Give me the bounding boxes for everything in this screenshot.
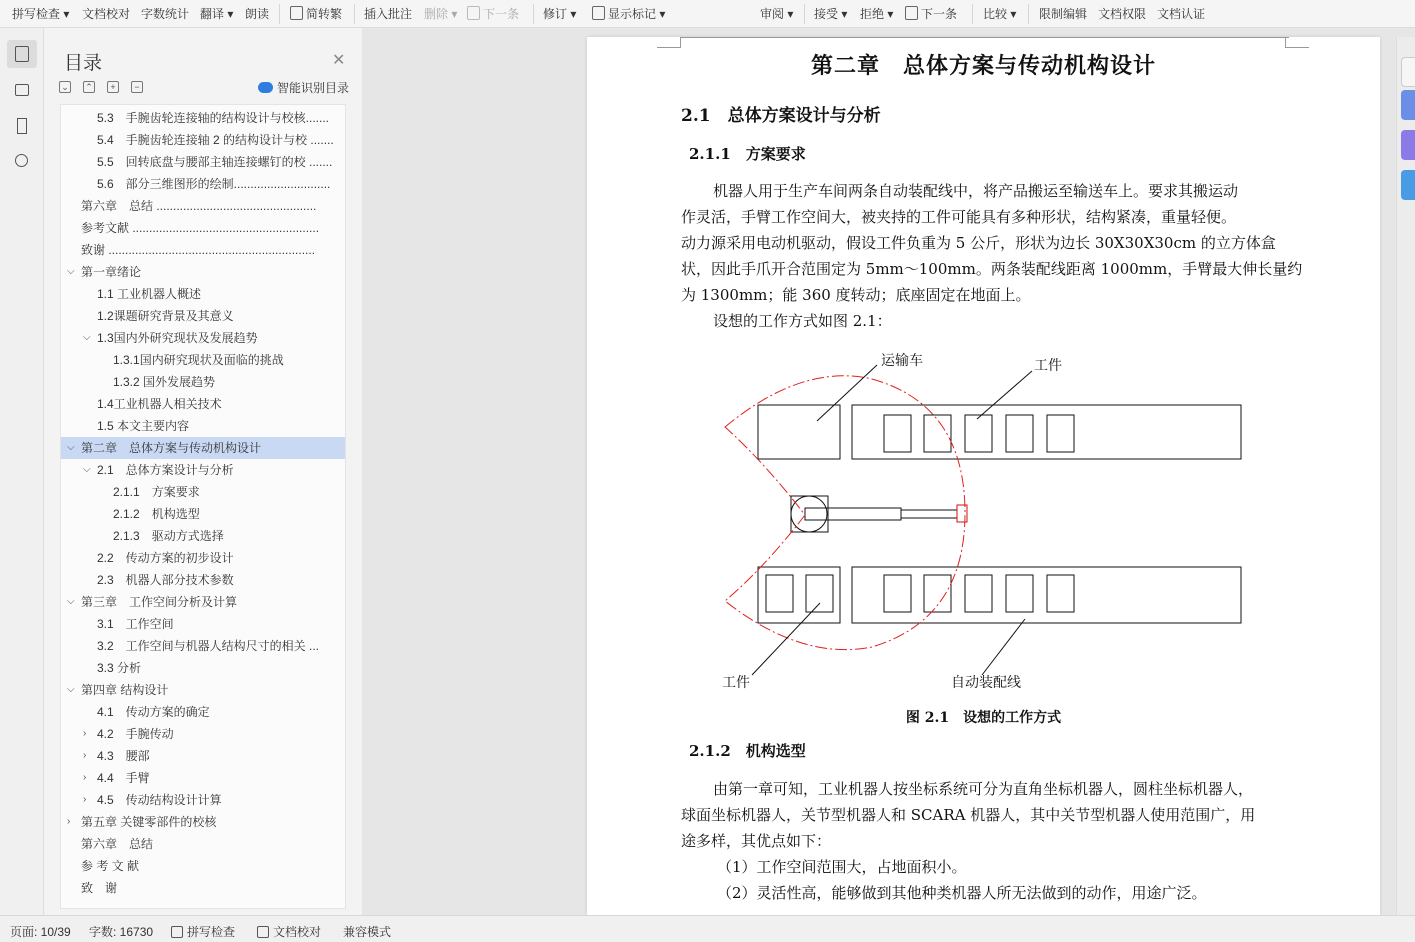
word-count[interactable]: 字数: 16730 <box>89 925 154 939</box>
toc-item-label: 第四章 结构设计 <box>81 683 169 697</box>
leader-line <box>817 365 877 421</box>
chevron-right-icon[interactable]: › <box>83 772 87 783</box>
status-spellcheck[interactable]: 拼写检查 <box>171 923 235 940</box>
toc-item[interactable] <box>61 525 346 547</box>
label-workpiece-top: 工件 <box>1034 358 1062 374</box>
workpiece-box <box>884 575 911 612</box>
review-toolbar <box>0 0 1415 28</box>
toc-item[interactable] <box>61 569 346 591</box>
toolbar-divider <box>354 4 355 24</box>
smart-toc-button[interactable]: 智能识别目录 <box>258 79 349 96</box>
toc-item-label: 2.2 传动方案的初步设计 <box>97 551 234 565</box>
side-collapse-icon[interactable] <box>1401 57 1415 87</box>
side-tool-icon[interactable] <box>1401 130 1415 160</box>
toc-item-label: 3.3 分析 <box>97 661 142 675</box>
folder-icon <box>15 84 29 96</box>
compat-mode: 兼容模式 <box>343 925 392 939</box>
list-item: （2）灵活性高，能够做到其他种类机器人所无法做到的动作，用途广泛。 <box>717 884 1207 902</box>
paragraph-line: 机器人用于生产车间两条自动装配线中，将产品搬运至输送车上。要求其搬运动 <box>713 182 1239 200</box>
toc-item-label: 第五章 关键零部件的校核 <box>81 815 217 829</box>
workpiece-box <box>884 415 911 452</box>
toc-item-label: 第二章 总体方案与传动机构设计 <box>81 441 262 455</box>
document-outline-icon <box>15 46 29 62</box>
toc-item-label: 5.4 手腕齿轮连接轴 2 的结构设计与校 ....... <box>97 133 334 147</box>
toc-item-label: 1.2课题研究背景及其意义 <box>97 309 234 323</box>
paragraph-line: 由第一章可知，工业机器人按坐标系统可分为直角坐标机器人，圆柱坐标机器人， <box>713 780 1254 798</box>
workspace-figure <box>707 343 1247 693</box>
toc-item-label: 参考文献 ........................................................ <box>81 221 320 235</box>
simp-trad-button[interactable]: 简转繁 <box>290 5 342 22</box>
wordcount-button[interactable]: 字数统计 <box>141 7 190 21</box>
chevron-right-icon[interactable]: › <box>83 794 87 805</box>
document-page <box>587 37 1380 915</box>
navigation-button[interactable] <box>7 76 37 104</box>
chevron-down-icon[interactable]: ⌵ <box>83 332 91 343</box>
proofread-icon <box>257 926 269 938</box>
toc-item[interactable] <box>61 327 346 349</box>
workpiece-box <box>965 575 992 612</box>
paragraph-line: 作灵活，手臂工作空间大，被夹持的工件可能具有多种形状，结构紧凑，重量轻便。 <box>681 208 1237 226</box>
toc-item-label: 1.1 工业机器人概述 <box>97 287 202 301</box>
remove-heading-icon[interactable]: − <box>131 81 143 93</box>
close-icon[interactable]: ✕ <box>332 52 346 69</box>
toc-item-label: 2.1 总体方案设计与分析 <box>97 463 234 477</box>
toc-item-label: 2.1.1 方案要求 <box>113 485 200 499</box>
toc-item[interactable] <box>61 789 346 811</box>
toc-item[interactable] <box>61 173 346 195</box>
spellcheck-menu[interactable]: 拼写检查 ▾ <box>12 7 70 21</box>
toc-item-label: 1.5 本文主要内容 <box>97 419 190 433</box>
workpiece-box <box>924 575 951 612</box>
workpiece-box <box>1047 575 1074 612</box>
leader-line <box>982 619 1025 675</box>
margin-mark <box>681 37 1289 38</box>
chevron-down-icon[interactable]: ⌵ <box>67 266 75 277</box>
label-assembly-line: 自动装配线 <box>951 675 1021 691</box>
label-workpiece-bottom: 工件 <box>722 675 750 691</box>
toc-item[interactable] <box>61 129 346 151</box>
toc-item[interactable] <box>61 855 346 877</box>
toc-item[interactable] <box>61 283 346 305</box>
status-bar <box>0 915 1415 942</box>
toc-item-label: 4.2 手腕传动 <box>97 727 174 741</box>
expand-up-icon[interactable]: ⌃ <box>83 81 95 93</box>
side-tool-icon[interactable] <box>1401 170 1415 200</box>
robot-arm <box>805 508 901 520</box>
right-side-panel <box>1396 37 1415 915</box>
robot-gripper <box>957 505 967 522</box>
toc-item[interactable] <box>61 547 346 569</box>
workspace-boundary <box>725 376 965 650</box>
toc-item[interactable] <box>61 371 346 393</box>
toc-item-label: 5.5 回转底盘与腰部主轴连接螺钉的校 ....... <box>97 155 333 169</box>
leader-line <box>977 371 1032 419</box>
toc-item[interactable] <box>61 415 346 437</box>
toc-item-label: 4.4 手臂 <box>97 771 150 785</box>
chevron-right-icon[interactable]: › <box>83 728 87 739</box>
next-icon <box>467 6 480 20</box>
page-indicator[interactable]: 页面: 10/39 <box>10 925 71 939</box>
markup-icon <box>592 6 605 20</box>
margin-mark <box>1285 47 1309 48</box>
subsection-title-1: 2.1.1 方案要求 <box>689 145 806 163</box>
toc-item[interactable] <box>61 239 346 261</box>
toc-item[interactable] <box>61 481 346 503</box>
show-markup-menu[interactable]: 显示标记 ▾ <box>592 5 665 22</box>
toc-item-label: 4.1 传动方案的确定 <box>97 705 210 719</box>
toc-item[interactable] <box>61 459 346 481</box>
toc-item-label: 2.3 机器人部分技术参数 <box>97 573 234 587</box>
toc-item-label: 1.3国内外研究现状及发展趋势 <box>97 331 258 345</box>
toc-panel-button[interactable] <box>7 40 37 68</box>
toolbar-divider <box>804 4 805 24</box>
paragraph-line: 设想的工作方式如图 2.1： <box>713 312 892 330</box>
margin-mark <box>1285 37 1286 47</box>
toc-item[interactable] <box>61 745 346 767</box>
toc-item-label: 3.2 工作空间与机器人结构尺寸的相关 ... <box>97 639 320 653</box>
toc-item-label: 5.6 部分三维图形的绘制............................. <box>97 177 331 191</box>
toc-item[interactable] <box>61 393 346 415</box>
toc-item[interactable] <box>61 261 346 283</box>
search-icon <box>15 154 28 167</box>
read-aloud-button[interactable]: 朗读 <box>245 7 270 21</box>
toc-item[interactable] <box>61 635 346 657</box>
restrict-edit-button[interactable]: 限制编辑 <box>1039 7 1088 21</box>
left-rail <box>0 28 44 915</box>
toc-item-label: 5.3 手腕齿轮连接轴的结构设计与校核....... <box>97 111 330 125</box>
robot-forearm <box>901 510 957 518</box>
toc-title: 目录 <box>64 53 103 74</box>
chevron-right-icon[interactable]: › <box>83 750 87 761</box>
next-comment-button[interactable]: 下一条 <box>467 5 519 22</box>
toc-item[interactable] <box>61 217 346 239</box>
toc-item[interactable] <box>61 833 346 855</box>
toc-item[interactable] <box>61 437 346 459</box>
toc-item[interactable] <box>61 591 346 613</box>
chevron-down-icon[interactable]: ⌵ <box>67 596 75 607</box>
toc-item[interactable] <box>61 195 346 217</box>
toc-item-label: 致 谢 <box>81 881 118 895</box>
paragraph-line: 动力源采用电动机驱动，假设工件负重为 5 公斤，形状为边长 30X30X30cm 的立方体盒 <box>681 234 1276 252</box>
paragraph-line: 为 1300mm；能 360 度转动；底座固定在地面上。 <box>681 286 1031 304</box>
delete-comment-menu[interactable]: 删除 ▾ <box>424 7 458 21</box>
chevron-down-icon[interactable]: ⌵ <box>67 442 75 453</box>
toc-item[interactable] <box>61 767 346 789</box>
toc-item-label: 第一章绪论 <box>81 265 142 279</box>
revise-menu[interactable]: 修订 ▾ <box>543 7 577 21</box>
find-button[interactable] <box>7 148 37 176</box>
toc-item[interactable] <box>61 701 346 723</box>
bookmark-icon <box>17 118 27 134</box>
toc-item-label: 3.1 工作空间 <box>97 617 174 631</box>
collapse-all-icon[interactable]: ⌄ <box>59 81 71 93</box>
toc-item-label: 4.5 传动结构设计计算 <box>97 793 222 807</box>
workpiece-box <box>1006 575 1033 612</box>
workpiece-box <box>806 575 833 612</box>
toolbar-divider <box>279 4 280 24</box>
toc-item-label: 第三章 工作空间分析及计算 <box>81 595 238 609</box>
toc-item[interactable] <box>61 503 346 525</box>
toc-item-label: 1.4工业机器人相关技术 <box>97 397 222 411</box>
toc-item[interactable] <box>61 613 346 635</box>
toc-item[interactable] <box>61 305 346 327</box>
toc-item-label: 2.1.2 机构选型 <box>113 507 200 521</box>
toc-item[interactable] <box>61 679 346 701</box>
toc-item[interactable] <box>61 657 346 679</box>
chapter-title: 第二章 总体方案与传动机构设计 <box>810 53 1156 79</box>
proofread-button[interactable]: 文档校对 <box>82 7 131 21</box>
label-cart: 运输车 <box>881 353 923 369</box>
toc-item[interactable] <box>61 151 346 173</box>
toolbar-divider <box>1028 4 1029 24</box>
subsection-title-2: 2.1.2 机构选型 <box>689 742 806 760</box>
chevron-down-icon[interactable]: ⌵ <box>67 684 75 695</box>
status-proofread[interactable]: 文档校对 <box>257 923 321 940</box>
workpiece-box <box>965 415 992 452</box>
add-heading-icon[interactable]: + <box>107 81 119 93</box>
doc-cert-button[interactable]: 文档认证 <box>1157 7 1206 21</box>
figure-caption: 图 2.1 设想的工作方式 <box>905 710 1062 726</box>
accept-menu[interactable]: 接受 ▾ <box>814 7 848 21</box>
paragraph-line: 状，因此手爪开合范围定为 5mm～100mm。两条装配线距离 1000mm，手臂最大伸长量约 <box>681 260 1303 278</box>
cart-top <box>758 405 840 459</box>
toc-item[interactable] <box>61 723 346 745</box>
toc-item-label: 第六章 总结 ................................................ <box>81 199 317 213</box>
toolbar-divider <box>972 4 973 24</box>
compare-menu[interactable]: 比较 ▾ <box>983 7 1017 21</box>
chevron-down-icon[interactable]: ⌵ <box>83 464 91 475</box>
toc-item-label: 2.1.3 驱动方式选择 <box>113 529 224 543</box>
next-change-button[interactable]: 下一条 <box>905 5 957 22</box>
next-change-icon <box>905 6 918 20</box>
list-item: （1）工作空间范围大，占地面积小。 <box>717 858 967 876</box>
toc-item-label: 参 考 文 献 <box>81 859 140 873</box>
chevron-right-icon[interactable]: › <box>67 816 71 827</box>
section-title: 2.1 总体方案设计与分析 <box>681 106 881 126</box>
smart-toc-icon <box>258 82 273 93</box>
leader-line <box>752 603 820 675</box>
toc-item-label: 1.3.2 国外发展趋势 <box>113 375 216 389</box>
workpiece-box <box>766 575 793 612</box>
toc-item-label: 1.3.1国内研究现状及面临的挑战 <box>113 353 284 367</box>
translate-menu[interactable]: 翻译 ▾ <box>200 7 234 21</box>
side-tool-icon[interactable] <box>1401 90 1415 120</box>
workpiece-box <box>1006 415 1033 452</box>
reject-menu[interactable]: 拒绝 ▾ <box>860 7 894 21</box>
toc-item-label: 第六章 总结 <box>81 837 154 851</box>
toc-item[interactable] <box>61 877 346 899</box>
toc-item[interactable] <box>61 107 346 129</box>
paragraph-line: 途多样，其优点如下： <box>681 832 832 850</box>
toc-item[interactable] <box>61 349 346 371</box>
spellcheck-icon <box>171 926 183 938</box>
margin-mark <box>680 37 681 47</box>
workpiece-box <box>1047 415 1074 452</box>
bookmark-button[interactable] <box>7 112 37 140</box>
margin-mark <box>657 47 681 48</box>
toc-item-label: 致谢 .............................................................. <box>81 243 316 257</box>
toc-item-label: 4.3 腰部 <box>97 749 150 763</box>
simp-trad-icon <box>290 6 303 20</box>
paragraph-line: 球面坐标机器人，关节型机器人和 SCARA 机器人，其中关节型机器人使用范围广，用 <box>681 806 1256 824</box>
review-menu[interactable]: 审阅 ▾ <box>760 7 794 21</box>
doc-permission-button[interactable]: 文档权限 <box>1098 7 1147 21</box>
toc-item[interactable] <box>61 811 346 833</box>
toc-list <box>60 104 346 909</box>
insert-comment-button[interactable]: 插入批注 <box>364 7 413 21</box>
toc-panel <box>44 28 362 915</box>
toolbar-divider <box>533 4 534 24</box>
